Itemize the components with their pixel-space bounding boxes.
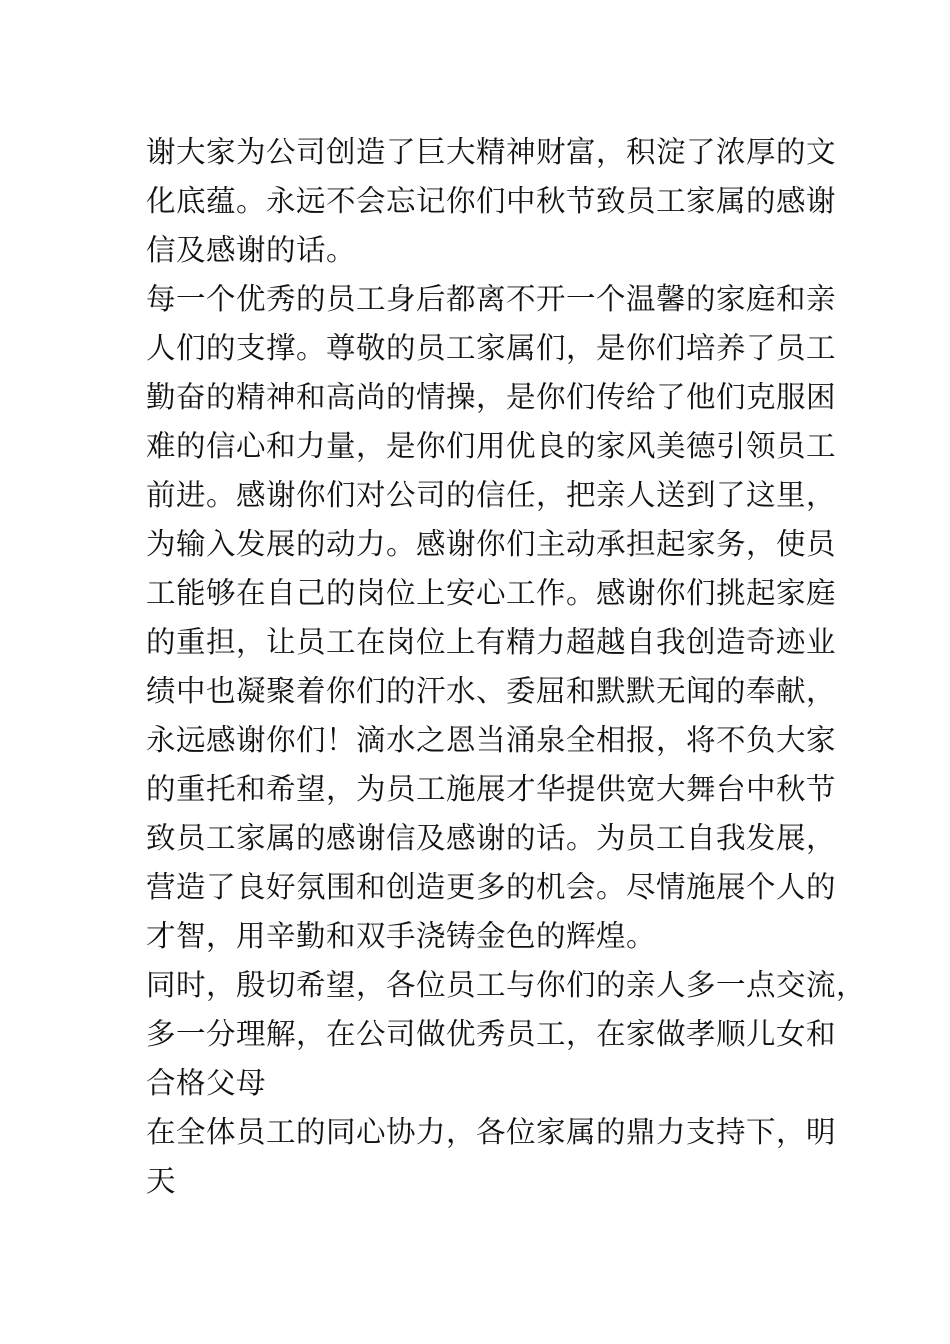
text-line: 每一个优秀的员工身后都离不开一个温馨的家庭和亲: [146, 282, 837, 316]
text-line: 人们的支撑。尊敬的员工家属们，是你们培养了员工: [146, 331, 837, 365]
text-line: 同时，殷切希望，各位员工与你们的亲人多一点交流，: [146, 968, 867, 1002]
text-line: 的重托和希望，为员工施展才华提供宽大舞台中秋节: [146, 772, 837, 806]
text-line: 为输入发展的动力。感谢你们主动承担起家务，使员: [146, 527, 837, 561]
text-line: 才智，用辛勤和双手浇铸金色的辉煌。: [146, 919, 657, 953]
text-line: 前进。感谢你们对公司的信任，把亲人送到了这里，: [146, 478, 837, 512]
text-line: 在全体员工的同心协力，各位家属的鼎力支持下，明: [146, 1115, 837, 1149]
text-line: 的重担，让员工在岗位上有精力超越自我创造奇迹业: [146, 625, 837, 659]
text-line: 信及感谢的话。: [146, 233, 357, 267]
text-line: 难的信心和力量，是你们用优良的家风美德引领员工: [146, 429, 837, 463]
text-line: 多一分理解，在公司做优秀员工，在家做孝顺儿女和: [146, 1017, 837, 1051]
text-line: 工能够在自己的岗位上安心工作。感谢你们挑起家庭: [146, 576, 837, 610]
text-line: 绩中也凝聚着你们的汗水、委屈和默默无闻的奉献，: [146, 674, 837, 708]
text-line: 永远感谢你们！滴水之恩当涌泉全相报，将不负大家: [146, 723, 837, 757]
text-line: 勤奋的精神和高尚的情操，是你们传给了他们克服困: [146, 380, 837, 414]
text-line: 天: [146, 1164, 177, 1198]
text-line: 化底蕴。永远不会忘记你们中秋节致员工家属的感谢: [146, 184, 837, 218]
text-line: 营造了良好氛围和创造更多的机会。尽情施展个人的: [146, 870, 837, 904]
body-text: [146, 128, 867, 1206]
text-line: 谢大家为公司创造了巨大精神财富，积淀了浓厚的文: [146, 135, 837, 169]
text-line: 致员工家属的感谢信及感谢的话。为员工自我发展，: [146, 821, 837, 855]
text-line: 合格父母: [146, 1066, 267, 1100]
